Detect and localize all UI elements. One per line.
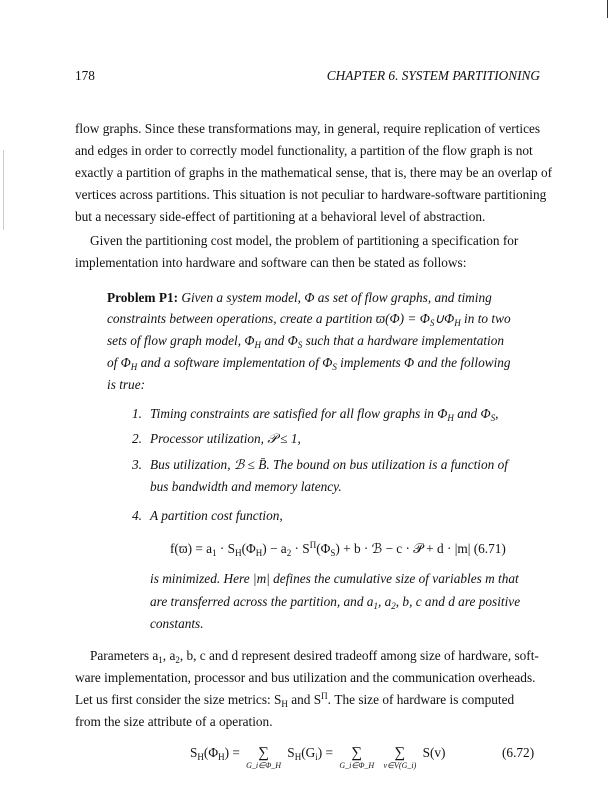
text-line-item2: Processor utilization, 𝒫 ≤ 1, bbox=[150, 431, 301, 446]
summation-limit: G_i∈Φ_H bbox=[339, 761, 375, 770]
edge-mark bbox=[3, 150, 4, 230]
equation-eq672: $S_H(\Phi_H)$ = ∑ G_i∈Φ_H $S_H(G_i)$ = ∑ G_i∈Φ_H ∑ v∈V(G_i) S(v) bbox=[190, 745, 446, 770]
text-line-item3: Bus utilization, ℬ ≤ B̄. The bound on bus utilization is a function of bbox=[150, 457, 508, 472]
text-line-prob: Problem P1: Given a system model, Φ as set of flow graphs, and timing bbox=[107, 290, 492, 305]
text-line-item4: are transferred across the partition, and $a_1$, $a_2$, b, c and d are positive bbox=[150, 594, 521, 611]
text-line-item4: constants. bbox=[150, 616, 204, 631]
running-header: CHAPTER 6. SYSTEM PARTITIONING bbox=[326, 68, 540, 83]
text-line-p1: vertices across partitions. This situation is not peculiar to hardware-software partitioning bbox=[75, 187, 547, 202]
text-line-p3: Let us first consider the size metrics: $S_H$ and $S^\Pi$. The size of hardware is computed bbox=[75, 691, 515, 709]
summation bbox=[339, 745, 374, 770]
text-line-p1: exactly a partition of graphs in the mathematical sense, that is, there may be an overlap of bbox=[75, 165, 553, 180]
summation bbox=[384, 745, 417, 770]
text-line-prob: is true: bbox=[107, 377, 146, 392]
text-line-prob: of $\Phi_H$ and a software implementation of $\Phi_S$ implements Φ and the following bbox=[107, 355, 511, 372]
page-number: 178 bbox=[75, 68, 95, 83]
text-line-p3: ware implementation, processor and bus utilization and the communication overheads. bbox=[75, 670, 536, 685]
summation-limit: v∈V(G_i) bbox=[383, 761, 417, 770]
edge-mark bbox=[607, 0, 608, 18]
text-line-prob: constraints between operations, create a partition $ϖ(\Phi) = \Phi_S\cup\Phi_H$ in to two bbox=[107, 311, 511, 328]
text-line-p3: Parameters $a_1$, $a_2$, b, c and d represent desired tradeoff among size of hardware, soft- bbox=[90, 648, 539, 665]
summation-sign: ∑ bbox=[258, 745, 269, 761]
text-line-p1: flow graphs. Since these transformations may, in general, require replication of vertices bbox=[75, 121, 541, 136]
text-line-p1: and edges in order to correctly model functionality, a partition of the flow graph is not bbox=[75, 143, 533, 158]
equation-eq671: $f(ϖ) = a_1 \cdot S_H(\Phi_H) - a_2 \cdot S^\Pi(\Phi_S) + b$ · ℬ − c · 𝒫 + d · |m| (6.71) bbox=[170, 540, 506, 558]
item-number: 1. bbox=[132, 406, 142, 421]
text-line-p3: from the size attribute of a operation. bbox=[75, 714, 273, 729]
text-line-p1: but a necessary side-effect of partitioning at a behavioral level of abstraction. bbox=[75, 209, 486, 224]
text-line-item4: is minimized. Here |m| defines the cumulative size of variables m that bbox=[150, 571, 519, 586]
summation-sign: ∑ bbox=[351, 745, 363, 761]
summation-limit: G_i∈Φ_H bbox=[246, 761, 281, 770]
item-number: 4. bbox=[132, 508, 142, 523]
text-line-item3: bus bandwidth and memory latency. bbox=[150, 479, 342, 494]
item-number: 3. bbox=[132, 457, 142, 472]
text-line-item1: Timing constraints are satisfied for all flow graphs in $\Phi_H$ and $\Phi_S$, bbox=[150, 406, 499, 423]
summation-sign: ∑ bbox=[394, 745, 406, 761]
summation bbox=[246, 745, 281, 770]
text-line-p2: Given the partitioning cost model, the problem of partitioning a specification for bbox=[90, 233, 519, 248]
text-line-item4: A partition cost function, bbox=[150, 508, 283, 523]
item-number: 2. bbox=[132, 431, 142, 446]
text-line-prob: sets of flow graph model, $\Phi_H$ and $\Phi_S$ such that a hardware implementation bbox=[107, 333, 505, 350]
text-line-p2: implementation into hardware and software can then be stated as follows: bbox=[75, 255, 467, 270]
equation-eq672num: (6.72) bbox=[502, 745, 535, 760]
